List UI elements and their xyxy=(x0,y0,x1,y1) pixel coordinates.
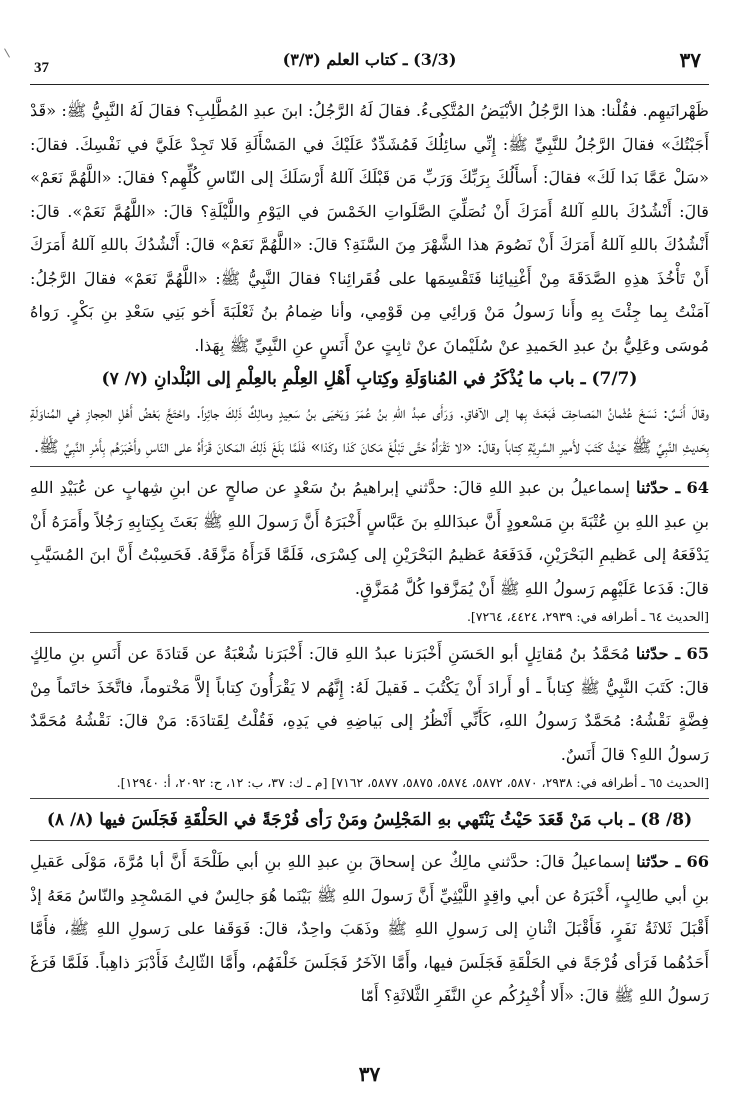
hadith-label: ـ حدّثنا xyxy=(636,478,681,497)
paragraph-continuation: ظَهْرانَيهِم. فقُلْنا: هذا الرَّجُلُ الأبْيَضُ المُتَّكِىءُ. فقالَ لَهُ الرَّجُلُ: ابنَ عبدِ المُطَّلِبِ؟ فقالَ لَهُ النَّبِيُّ ﷺ: «قَدْ أَجَبْتُكَ» فقالَ الرَّجُلُ للنَّبِيِّ ﷺ: إِنِّي سائِلُكَ فَمُشَدِّدٌ عَلَيْكَ في المَسْأَلَةِ فَلا تَجِدْ عَلَيَّ في نَفْسِكَ. فقالَ: «سَلْ عَمَّا بَدا لَكَ» فقالَ: أَسأَلُكَ بِرَبِّكَ وَرَبِّ مَن قَبْلَكَ آللهُ أَرْسَلَكَ إلى النّاسِ كُلِّهِم؟ فقالَ: «اللَّهُمَّ نَعَمْ» قالَ: أَنْشُدُكَ باللهِ آللهُ أَمَرَكَ أَنْ نُصَلِّيَ الصَّلَواتِ الخَمْسَ في اليَوْمِ واللَّيْلَةِ؟ قالَ: «اللَّهُمَّ نَعَمْ». قالَ: أَنْشُدُكَ باللهِ آللهُ أَمَرَكَ أَنْ نَصُومَ هذا الشَّهْرَ مِنَ السَّنَةِ؟ قالَ: «اللَّهُمَّ نَعَمْ» قالَ: أَنْشُدُكَ باللهِ آللهُ أَمَرَكَ أَنْ تَأْخُذَ هذِهِ الصَّدَقَةَ مِنْ أَغْنِيائِنا فَتَقْسِمَها على فُقَرائِنا؟ فقالَ النَّبِيُّ ﷺ: «اللَّهُمَّ نَعَمْ» فقالَ الرَّجُلُ: آمَنْتُ بِما جِئْتَ بِهِ وأَنا رَسولُ مَنْ وَرائِي مِن قَوْمِي، وأنا ضِمامُ بنُ ثَعْلَبَةَ أَخو بَنِي سَعْدِ بنِ بَكْرٍ. رَواهُ مُوسَى وعَلِيُّ بنُ عبدِ الحَميدِ عنْ سُلَيْمانَ عنْ ثابِتٍ عنْ أَنَسٍ عنِ النَّبِيِّ ﷺ بِهَذا. xyxy=(30,101,709,355)
divider xyxy=(30,798,709,799)
hadith-64 xyxy=(30,471,709,605)
hadith-text: إسماعيلُ بن عبدِ اللهِ قالَ: حدَّثني إبراهيمُ بنُ سَعْدٍ عن صالحٍ عن ابنِ شِهابٍ عن عُبَيْدِ اللهِ بنِ عبدِ اللهِ بنِ عُتْبَةَ بنِ مَسْعودٍ أَنَّ عبدَاللهِ بنَ عَبَّاسٍ أَخْبَرَهُ أَنَّ رَسولَ اللهِ ﷺ بَعَثَ بِكِتابِهِ رَجُلاً وأَمَرَهُ أَنْ يَدْفَعَهُ إلى عَظيمِ البَحْرَيْنِ، فَدَفَعَهُ عَظيمُ البَحْرَيْنِ إلى كِسْرَى، فَلَمَّا قَرَأَهُ مَزَّقَهُ. فَحَسِبْتُ أَنَّ ابنَ المُسَيَّبِ قالَ: فَدَعا عَلَيْهِم رَسولُ اللهِ ﷺ أَنْ يُمَزَّقوا كُلَّ مُمَزَّقٍ. xyxy=(30,478,709,598)
divider xyxy=(30,632,709,633)
hadith-number: 64 xyxy=(686,478,709,497)
page-number-arabic: ٣٧ xyxy=(679,48,701,72)
page-body xyxy=(30,94,709,1013)
section-heading-7: (7/7) ـ باب ما يُذْكَرُ في المُناوَلَةِ وكِتابِ أَهْلِ العِلْمِ بالعِلْمِ إلى البُلْدانِ (٧/ ٧) xyxy=(101,369,638,389)
section-heading-8: (8/ 8) ـ باب مَنْ قَعَدَ حَيْثُ يَنْتَهي بهِ المَجْلِسُ ومَنْ رَأى فُرْجَةً في الحَلْقَةِ فَجَلَسَ فيها (٨/ ٨) xyxy=(46,810,693,830)
footer-page-number: ٣٧ xyxy=(358,1062,381,1086)
hadith-number: 66 xyxy=(686,852,709,871)
hadith-text: مُحَمَّدُ بنُ مُقاتِلٍ أبو الحَسَنِ أَخْبَرَنا عبدُ اللهِ قالَ: أَخْبَرَنا شُعْبَةُ عن قَتادَةَ عن أَنَسِ بنِ مالِكٍ قالَ: كَتَبَ النَّبِيُّ ﷺ كِتاباً ـ أو أَرادَ أَنْ يَكْتُبَ ـ فَقيلَ لَهُ: إِنَّهُم لا يَقْرَأُونَ كِتاباً إلاَّ مَخْتوماً، فاتَّخَذَ خاتَماً مِنْ فِضَّةٍ نَقْشُهُ: مُحَمَّدٌ رَسولُ اللهِ، كَأَنِّي أَنْظُرُ إلى بَياضِهِ في يَدِهِ، فَقُلْتُ لِقَتادَةَ: مَنْ قالَ: نَقْشُهُ مُحَمَّدٌ رَسولُ اللهِ؟ قالَ أَنَسٌ. xyxy=(30,644,709,764)
running-title: (3/3) ـ كتاب العلم (٣/٣) xyxy=(282,50,457,69)
hadith-66 xyxy=(30,845,709,1013)
divider xyxy=(30,840,709,841)
hadith-text: إسماعيلُ قالَ: حدَّثني مالِكٌ عن إسحاقَ بنِ عبدِ اللهِ بنِ أبي طَلْحَةَ أَنَّ أبا مُرَّةَ، مَوْلَى عَقيلِ بنِ أبي طالِبٍ، أَخْبَرَهُ عن أبي واقِدٍ اللَّيْثِيِّ أَنَّ رَسولَ اللهِ ﷺ بَيْنَما هُوَ جالِسٌ في المَسْجِدِ والنّاسُ مَعَهُ إذْ أَقْبَلَ ثَلاثَةُ نَفَرٍ، فَأَقْبَلَ اثْنانِ إلى رَسولِ اللهِ ﷺ وذَهَبَ واحِدٌ، قالَ: فَوَقَفا على رَسولِ اللهِ ﷺ، فأَمَّا أَحَدُهُما فَرَأى فُرْجَةً في الحَلْقَةِ فَجَلَسَ فيها، وأَمَّا الآخَرُ فَجَلَسَ خَلْفَهُم، وأَمَّا الثّالِثُ فَأَدْبَرَ ذاهِباً. فَلَمَّا فَرَغَ رَسولُ اللهِ ﷺ قالَ: «أَلا أُخْبِرُكُم عنِ النَّفَرِ الثَّلاثَةِ؟ أَمّا xyxy=(30,852,709,1005)
hadith-number: 65 xyxy=(686,644,709,663)
hadith-label: ـ حدّثنا xyxy=(636,852,681,871)
hadith-65 xyxy=(30,637,709,771)
hadith-64-reference: [الحديث ٦٤ ـ أطرافه في: ٢٩٣٩، ٤٤٢٤، ٧٢٦٤]. xyxy=(466,609,709,624)
divider xyxy=(30,466,709,467)
section-7-text: وقالَ أَنَسٌ: نَسَخَ عُثْمانُ المَصاحِفَ فَبَعَثَ بِها إلى الآفاقِ. وَرَأَى عبدُ اللهِ بنُ عُمَرَ وَيَحْيَى بنُ سَعِيدٍ ومالِكٌ ذَلِكَ جائِزاً. واحْتَجَّ بَعْضُ أَهْلِ الحِجازِ في المُناوَلَةِ بِحَديثِ النَّبِيِّ ﷺ حَيْثُ كَتَبَ لأَميرِ السَّرِيَّةِ كِتاباً وقالَ: «لا تَقْرَأْهُ حَتَّى تَبْلُغَ مَكانَ كَذا وكَذا» فَلَمَّا بَلَغَ ذَلِكَ المَكانَ قَرَأَهُ على النّاسِ وأَخْبَرَهُم بِأَمْرِ النَّبِيِّ ﷺ. xyxy=(30,403,709,456)
page-number-latin: 37 xyxy=(34,60,49,76)
hadith-65-reference: [الحديث ٦٥ ـ أطرافه في: ٢٩٣٨، ٥٨٧٠، ٥٨٧٢، ٥٨٧٤، ٥٨٧٥، ٥٨٧٧، ٧١٦٢] [م ـ ك: ٣٧، ب: ١٢، ح: ٢٠٩٢، أ: ١٢٩٤٠]. xyxy=(116,775,709,790)
hadith-label: ـ حدّثنا xyxy=(635,644,681,663)
header-rule xyxy=(30,84,709,85)
